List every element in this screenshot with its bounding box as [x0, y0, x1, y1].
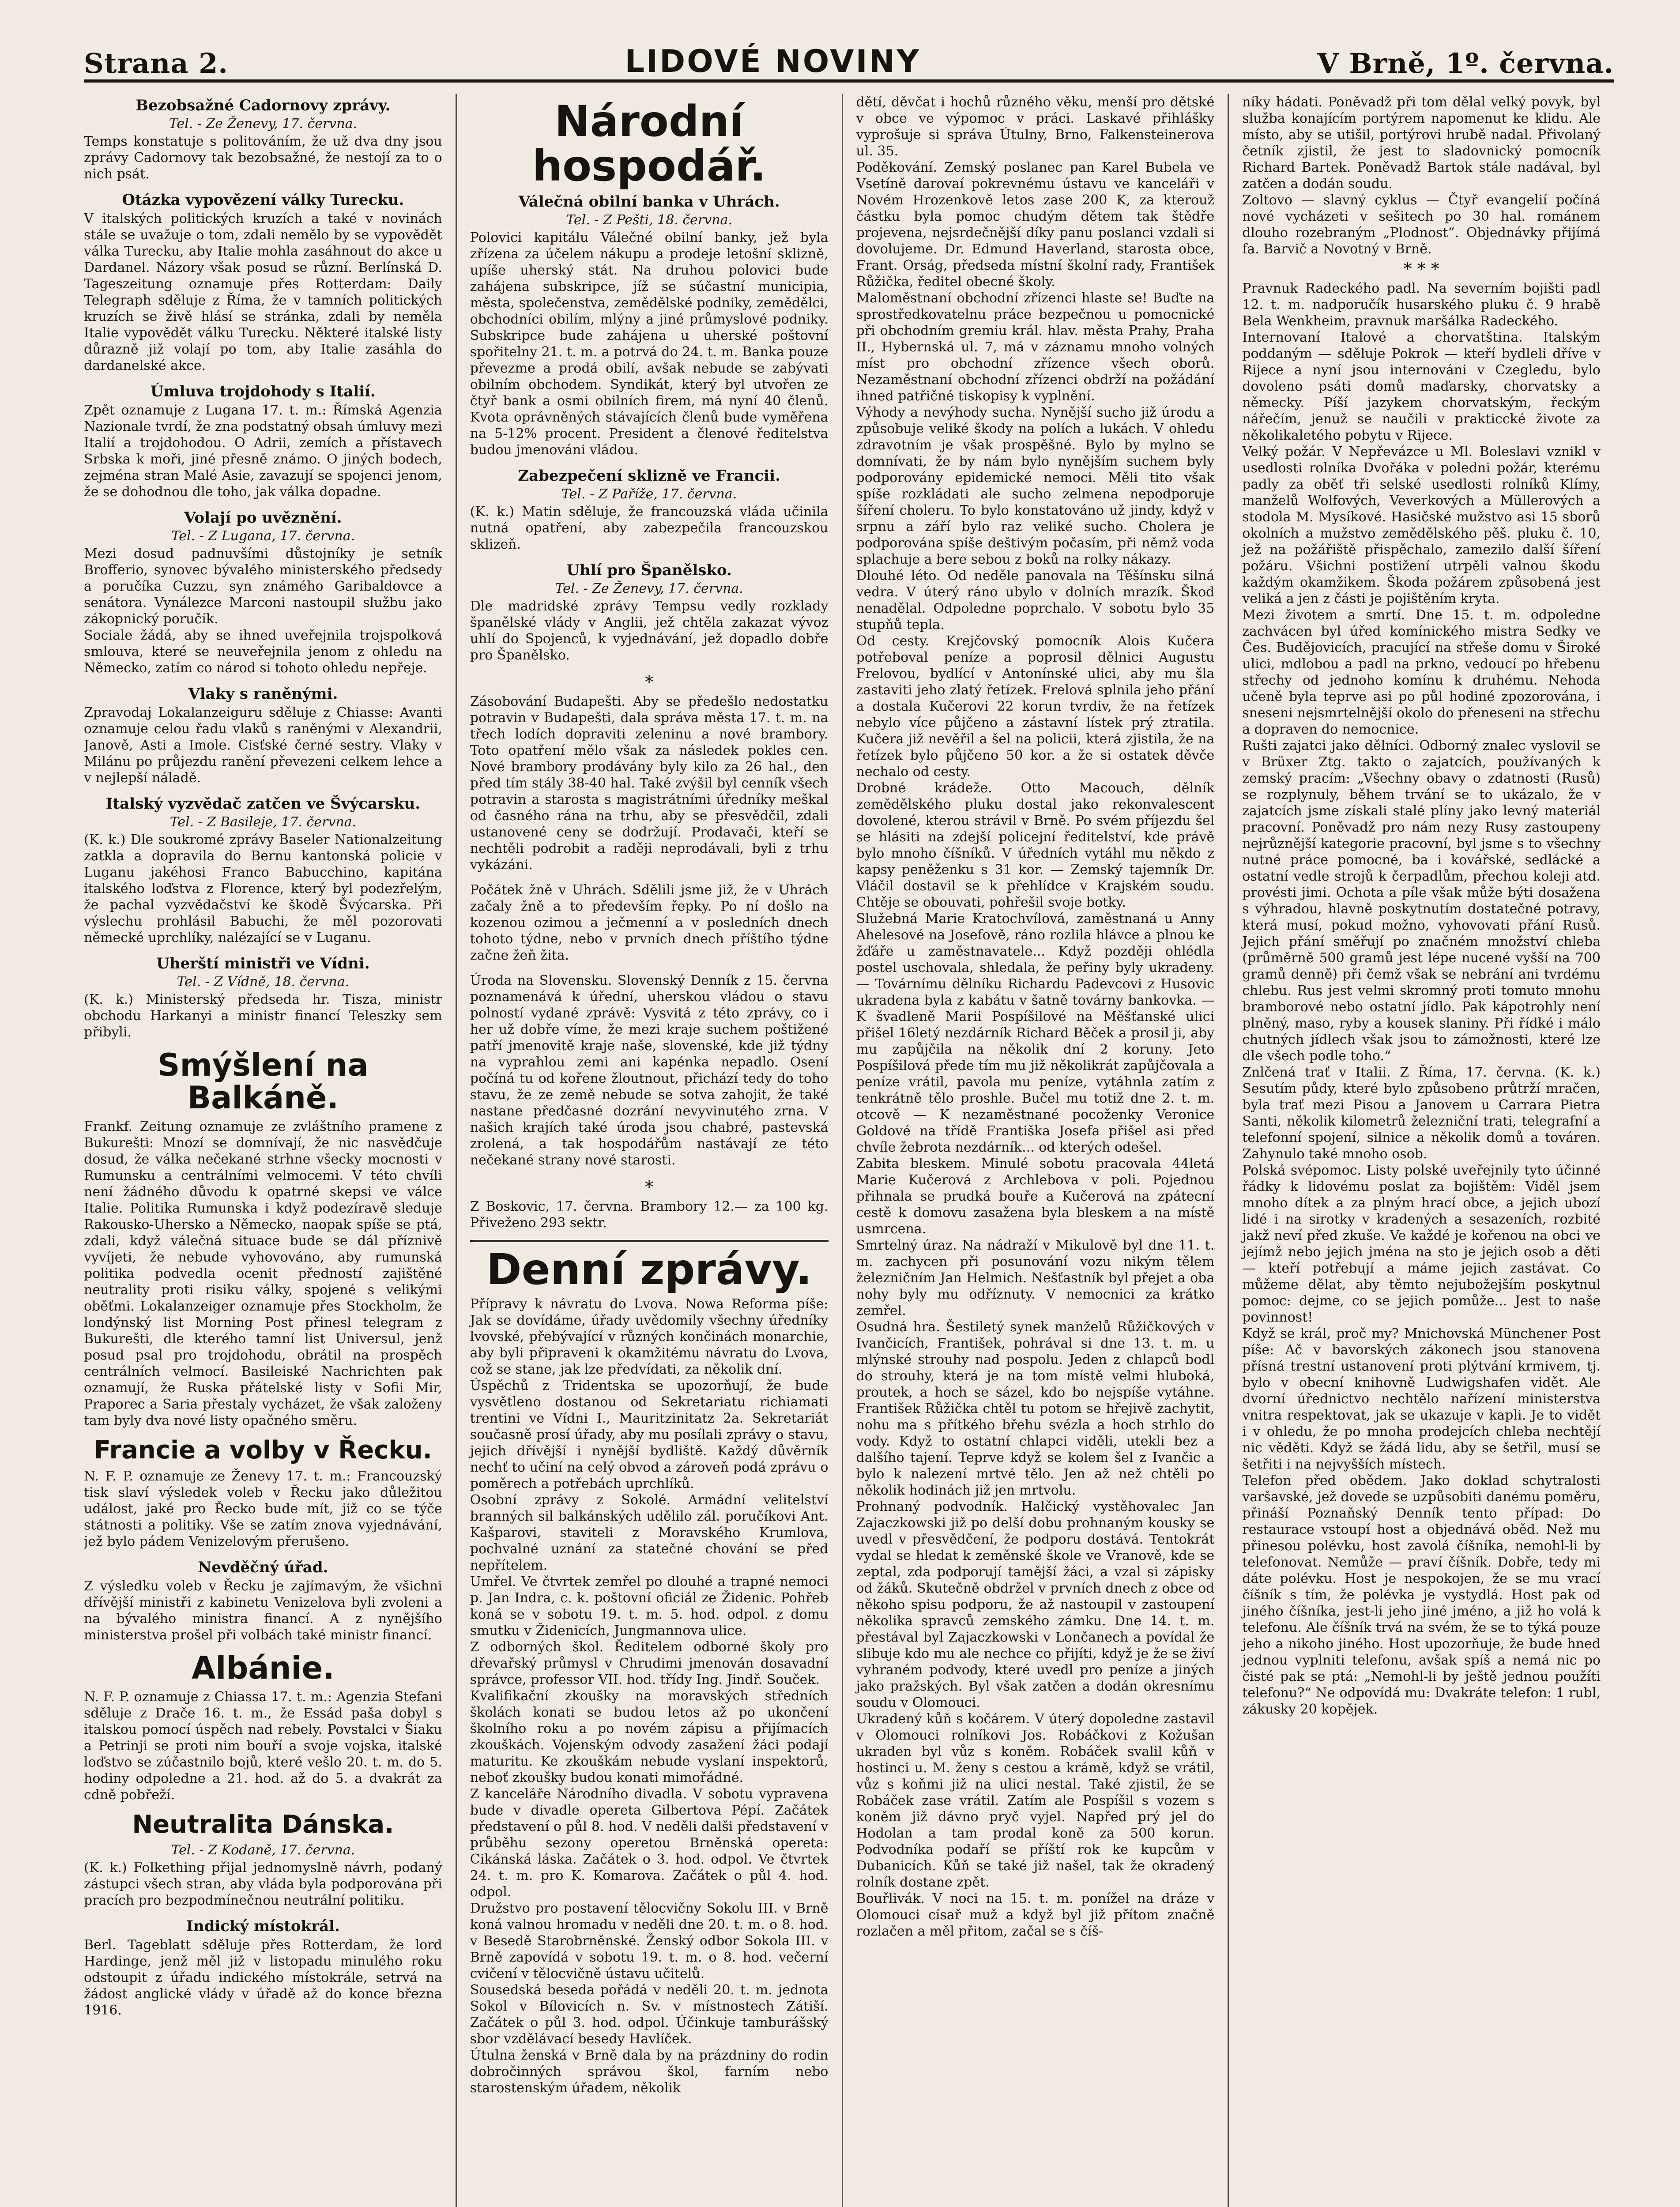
article-dateline: Tel. - Z Lugana, 17. června. [171, 528, 355, 544]
article-umluva [84, 383, 442, 500]
section-headline: Smýšlení na Balkáně. [158, 1047, 369, 1116]
article-text: Berl. Tageblatt sděluje přes Rotterdam, že lord Hardinge, jenž měl již v listopadu minulého roku odstoupit z úřadu indického místokrále, setrvá na žádost anglické vlády v úřadě až do konce března 1916. [84, 1937, 442, 2019]
article-budapest [470, 693, 829, 873]
article-title: Zabezpečení sklizně ve Francii. [518, 467, 780, 485]
article-text: Od cesty. Krejčovský pomocník Alois Kučera potřeboval peníze a poprosil dělnici Augustu Frelovou, bydlící v Antonínské ulici, aby mu šla zastaviti jeho zlatý řetízek. Frelová splnila jeho přání a dostala Kučerovi 22 korun tvrdiv, že na řetízek nebylo více půjčeno a zástavní lístek prý ztratila. Kučera již nevěřil a šel na policii, která zjistila, že na řetízek bylo půjčeno 50 kor. a že si ostatek děvče nechalo od cesty. [856, 633, 1215, 780]
columns [84, 94, 1614, 2207]
article-india [84, 1917, 442, 2019]
article-francie [84, 1438, 442, 1550]
article-text: Výhody a nevýhody sucha. Nynější sucho již úrodu a způsobuje veliké škody na polích a lukách. V ohledu zdravotním je však prospěšné. Bylo by mylno se domnívati, že by nám bylo nynějším suchem byly podporovány epidemické nemoci. Měli tito však spíše rozkládati ale sucho zelmena nepodporuje šíření choleru. To bylo konstatováno už jindy, když v srpnu a září bylo raz veliké sucho. Cholera je podporována spíše deštivým počasím, při němž voda splachuje a bere sebou z boků na rolky nákazy. [856, 405, 1215, 567]
article-title: Italský vyzvědač zatčen ve Švýcarsku. [105, 795, 421, 813]
article-text: Z Boskovic, 17. června. Brambory 12.— za 100 kg. Přiveženo 293 sektr. [470, 1198, 829, 1231]
article-albanie [84, 1652, 442, 1804]
article-vyzvedac [84, 795, 442, 946]
section-headline: Neutralita Dánska. [132, 1810, 394, 1839]
article-title: Bezobsažné Cadornovy zprávy. [136, 97, 391, 114]
article-text: Polská svépomoc. Listy polské uveřejnily tyto účinné řádky k lidovému poslat za bojištěm: Viděl jsem mnoho dítek a za plným hrací obce, a jejich ubozí lidé i na sirotky v kradených a sesazeních, rozbité jakž neví před zkuše. Ve každé je kořenou na obci ve jejímž nebo jejich jména na sto je jejich osob a děti — kteří potřebují a máme jejich zastávat. Co můžeme dělat, aby těmto nejubožejším poskytnul pomoc: dejme, co se jejich pomůže... Jest to naše povinnost! [1242, 1163, 1601, 1325]
article-cadorna [84, 97, 442, 182]
article-sklizen [470, 467, 829, 553]
section-headline: Francie a volby v Řecku. [94, 1436, 432, 1465]
separator-star: * [645, 672, 654, 692]
column-4 [1229, 94, 1614, 2207]
place-date: V Brně, 1º. června. [1317, 47, 1614, 79]
article-text: Zabita bleskem. Minulé sobotu pracovala 44letá Marie Kučerová z Archlebova v poli. Pojednou přihnala se prudká bouře a Kučerová na zpátecní cestě k domovu zasažena byla bleskem a na místě usmrcena. [856, 1156, 1215, 1237]
article-text: Znlčená trať v Italii. Z Říma, 17. června. (K. k.) Sesutím půdy, které bylo způsobeno průtrží mračen, byla trať mezi Pisou a Janovem u Carrara Pietra Santi, několik kilometrů železniční trati, telegrafní a telefonní spojení, silnice a několik domů a továren. Zahynulo také mnoho osob. [1242, 1065, 1601, 1162]
article-text-4: Umřel. Ve čtvrtek zemřel po dlouhé a trapné nemoci p. Jan Indra, c. k. poštovní oficiál ze Židenic. Pohřeb koná se v sobotu 19. t. m. 5. hod. odpol. z domu smutku v Židenicích, Jungmannova ulice. [470, 1574, 829, 1639]
article-text: dětí, děvčat i hochů různého věku, menší pro dětské v obce ve výpomoc v práci. Laskavé přihlášky vyprošuje si správa Útulny, Brno, Falkensteinerova ul. 35. [856, 94, 1215, 159]
article-text-3: Osobní zprávy z Sokolé. Armádní velitelství branných sil balkánských udělilo zál. poručíkovi Ant. Kašparovi, staviteli z Moravského Krumlova, pochvalné uznání za statečné chování se před nepřítelem. [470, 1492, 829, 1574]
article-dateline: Tel. - Z Paříže, 17. června. [561, 486, 737, 502]
article-text: Mezi dosud padnuvšími důstojníky je setník Brofferio, synovec bývalého ministerského předsedy a poručíka Cuzzu, syn známého Garibaldovce a senátora. Vynálezce Marconi nastoupil službu jako zákopnický poručík. [84, 546, 442, 627]
article-text: Mezi životem a smrtí. Dne 15. t. m. odpoledne zachvácen byl úřed komínického mistra Sedky ve Čes. Budějovicích, pracující na střeše domu v Široké ulici, mdlobou a padl na prkno, vedoucí po hřebenu střechy od jednoho komínu k druhému. Nehoda učeně byla teprve asi po půl hodiné zpozorována, i sneseni nejsmrtelnější okolo do přeneseni na střechu a dopraven do nemocnice. [1242, 607, 1601, 737]
article-text: (K. k.) Folkething přijal jednomyslně návrh, podaný zástupci všech stran, aby vláda byla podporována při pracích pro bezpodmínečnou neutrální politiku. [84, 1860, 442, 1909]
article-text: Dlouhé léto. Od neděle panovala na Těšínsku silná vedra. V úterý ráno ubylo v dolních mrazík. Škod nenadělal. Odpoledne poprchalo. V sobotu bylo 35 stupňů tepla. [856, 568, 1215, 633]
article-text: Ukradený kůň s kočárem. V úterý dopoledne zastavil v Olomouci rolníkovi Jos. Robáčkovi z Kožušan ukraden byl vůz s koněm. Robáček svalil kůň v hostinci u. M. ženy s cestou a krámě, když se vrátil, vůz s koňmi již na ulici nestal. Také zjistil, že se Robáček zase vrátil. Zatím ale Pospíšil s vozem s koněm již dávno pryč vyjel. Napřed prý jel do Hodolan a tam prodal koně za 500 korun. Podvodníka podaří se příští rok ke kupcům v Dubanicích. Kůň se také již našel, tak že okradený rolník dostane zpět. [856, 1711, 1215, 1890]
article-text: Velký požár. V Nepřevázce u Ml. Boleslavi vznikl v usedlosti rolníka Dvořáka v poledni požár, kterému padly za oběť tři selské usedlosti rolníků Klímy, manželů Wolfových, Veverkových a Müllerových a stodola M. Mysíkové. Hasičské mužstvo asi 15 sborů okolních a mužstvo zemědělského pěš. pluku č. 10, jež na požářiště přispěchalo, zamezilo další šíření požáru. Všichni postižení utrpěli valnou škodu každým okamžikem. Škoda požárem způsobená jest veliká a jen z části je pojištěním kryta. [1242, 444, 1601, 606]
article-boskovice [470, 1198, 829, 1231]
article-title: Nevděčný úřad. [198, 1558, 328, 1576]
article-uvezneni [84, 509, 442, 676]
article-dateline: Tel. - Z Kodaně, 17. června. [171, 1842, 355, 1858]
article-dateline: Tel. - Ze Ženevy, 17. června. [169, 116, 358, 132]
paper-title: LIDOVÉ NOVINY [625, 43, 921, 79]
article-text: Polovici kapitálu Válečné obilní banky, jež byla zřízena za účelem nákupu a prodeje letošní sklizně, upíše uherský stát. Na druhou polovici bude zahájena subskripce, jíž se súčastní municipia, města, společenstva, zemědělské podniky, zemědělci, obchodníci obilím, mlýny a jiné průmyslové podniky. Subskripce bude zahájena u uherské poštovní spořitelny 21. t. m. a potrvá do 24. t. m. Banka pouze převezme a prodá obilí, avšak nebude se zabývati obilním obchodem. Syndikát, který byl utvořen ze čtyř bank a osmi obilních firem, má nyní 40 členů. Kvota oprávněných stávajících členů bude vyměřena na 5-12% procent. President a členové ředitelstva budou jmenováni vládou. [470, 230, 829, 458]
article-text-8: Družstvo pro postavení tělocvičny Sokolu III. v Brně koná valnou hromadu v neděli dne 20. t. m. o 8. hod. v Besedě Starobrněnské. Ženský odbor Sokola III. v Brně zapovídá v sobotu 19. t. m. o 8. hod. večerní cvičení v tělocvičně ústavu učitelů. [470, 1901, 829, 1982]
article-text-10: Útulna ženská v Brně dala by na prázdniny do rodin dobročinných správou škol, farním nebo starostenským úřadem, několik [470, 2048, 829, 2096]
article-denni-zpravy [470, 1244, 829, 2097]
article-text: Zpět oznamuje z Lugana 17. t. m.: Římská Agenzia Nazionale tvrdí, že zna podstatný obsah úmluvy mezi Italií a trojdohodou. O Adrii, zemích a přístavech Srbska k moři, jiné přesně známo. O jiných bodech, zejména stran Malé Asie, zavazují se spojenci jenom, že se dohodnou dle toho, jak válka dopadne. [84, 403, 442, 500]
separator-star: * [645, 1177, 654, 1197]
article-text: Osudná hra. Šestiletý synek manželů Růžičkových v Ivančicích, František, pohrával si dne 13. t. m. u mlýnské strouhy nad pospolu. Jeden z chlapců bodl do strouhy, která je na tom místě velmi hluboká, proutek, a hoch se sázel, kdo bo nejspíše vytáhne. František Růžička chtěl tu potom se hřejivě zachytit, nohu ma s přítkého břehu svézla a hoch strhlo do vody. Když to ostatní chlapci viděli, utekli bez a dalšího tajení. Teprve když se kolem šel z Ivančic a bylo k nalezení mrtvé tělo. Jen až než chtěli po několik hodinách již jen mrtvolu. [856, 1319, 1215, 1498]
article-title: Uherští ministři ve Vídni. [156, 955, 370, 972]
article-text: Zásobování Budapešti. Aby se předešlo nedostatku potravin v Budapešti, dala správa města 17. t. m. na třech lodích dopraviti zeleninu a nové brambory. Toto opatření mělo však za následek pokles cen. Nové brambory prodávány byly kilo za 26 hal., den před tím stály 38-40 hal. Také zvýšil byl cenník všech potravin a starosta s magistrátními úředníky meškal od časného rána na trhu, aby se přesvědčil, zdali ustanovené ceny se dodržují. Prodavači, kteří se nechtěli podrobit a raději neprodávali, byli z trhu vykázáni. [470, 693, 829, 873]
article-text: Služebná Marie Kratochvílová, zaměstnaná u Anny Ahelesové na Josefově, ráno rozlila hlávce a plnou ke žďáře u zaměstnavatele... Když později ohlédla postel uschovala, shledala, že peřiny byly ukradeny. — Továrnímu dělníku Richardu Padevcovi z Husovic ukradena byla z kabátu v šatně továrny bankovka. — K švadleně Marii Pospíšilové na Měšťanské ulici přišel 16letý nezdárník Richard Běček a prosil ji, aby mu zapůjčila na několik dní 2 koruny. Jeto Pospíšilová přede tím mu již několikrát zapůjčovala a peníze vrátil, pavola mu peníze, vytáhnla zatím z tenkrátně tělo proshle. Bučel mu totiž dne 2. t. m. otcově — K nezaměstnané pocoženky Veronice Goldové na třídě Františka Josefa přišel asi před chvíle žebrota nezdárník... od kterých odešel. [856, 911, 1215, 1155]
article-text: Zpravodaj Lokalanzeiguru sděluje z Chiasse: Avanti oznamuje celou řadu vlaků s raněnými v Alexandrii, Janově, Asti a Imole. Cisťské černé sestry. Vlaky v Milánu po průjezdu ranění převezeni celkem lehce a v nejlepší náladě. [84, 705, 442, 786]
article-text: N. F. P. oznamuje ze Ženevy 17. t. m.: Francouzský tisk slaví výsledek voleb v Řecku jako důležitou událost, jaké pro Řecko bude mít, již co se týče státnosti a politiky. Vše se zatím znova vyjednávání, jež bylo pádem Venizelovým přerušeno. [84, 1468, 442, 1549]
article-text: Počátek žně v Uhrách. Sdělili jsme již, že v Uhrách začaly žně a to především řepky. Po ní došlo na kozenou ozimou a ječmenní a v posledních dnech tohoto týdne, nebo v prvních dnech příštího týdne začne žeň žita. [470, 882, 829, 963]
article-text-9: Sousedská beseda pořádá v neděli 20. t. m. jednota Sokol v Bílovicích n. Sv. v místnostech Zátiší. Začátek o půl 3. hod. odpol. Účinkuje tamburášský sbor vzdělávací besedy Havlíček. [470, 1982, 829, 2047]
article-text: Úroda na Slovensku. Slovenský Denník z 15. června poznamenává k úřední, uherskou vládou o stavu polností vydané zprávě: Vysvitá z této zprávy, co i her už dobře víme, že mezi kraje suchem poštižené patří jmenovitě kraje naše, slovenské, kde již týdny na vyprahlou zemi ani kapénka nepadlo. Osení počíná tu od kořene žloutnout, přichází tedy do toho stavu, že ze země nebude se sotva zahojit, že také nastane předčasné dozrání nevyvinutého zrna. V našich krajích také úroda jsou chabré, pastevská zrolená, a tak hospodářům nastávají ze této nečekané strany nové starosti. [470, 972, 829, 1168]
article-text-5: Z odborných škol. Ředitelem odborné školy pro dřevařský průmysl v Chrudimi jmenován dosavadní správce, professor VII. hod. třídy Ing. Jindř. Souček. [470, 1639, 829, 1688]
article-uroda [470, 972, 829, 1168]
article-text: Temps konstatuje s politováním, že už dva dny jsou zprávy Cadornovy tak bezobsažné, že nestojí za to o nich psát. [84, 134, 442, 182]
article-text: Když se král, proč my? Mnichovská Münchener Post píše: Ač v bavorských zákonech jsou stanovena přísná trestní ustanovení proti plýtvání krmivem, tj. bylo v obecní knihovně Ludwigshafen vidět. Ale dvorní úřednictvo nechtělo nařízení ministerstva vnitra respektovat, jak se ukazuje v kapli. Je to vidět i v ohledu, že po mnoha prodejcích chleba nechtějí nic věděti. Když se žádá lidu, aby se šetřil, musí se šetřiti i na nejvyšších místech. [1242, 1326, 1601, 1472]
article-title: Volají po uvěznění. [184, 509, 342, 527]
article-danska [84, 1812, 442, 1909]
article-title: Uhlí pro Španělsko. [566, 561, 732, 579]
article-dateline: Tel. - Ze Ženevy, 17. června. [555, 580, 743, 596]
article-text: Telefon před obědem. Jako doklad schytralosti varšavské, jež dovede se uzpůsobiti danému poměru, přináší Poznaňský Denník tento případ: Do restaurace vstoupí host a objednává oběd. Než mu přinesou polévku, host zavolá číšníka, nemohl-li by telefonovat. Nemůže — praví číšník. Dobře, tedy mi dáte polévku. Host je nespokojen, že se mu vrací číšník s tím, že polévka je vystydlá. Host pak od jiného číšníka, jest-li jeho jiné jméno, a již ho volá k telefonu. Ale číšník trvá na svém, že se to týká pouze jeho a nikoho jiného. Host upozorňuje, že bude hned jednou vyplniti telefonu, avšak spíš a nemá nic po čisté pak se ptá: „Nemohl-li by ještě jednou použíti telefonu?“ Ne odpovídá mu: Dvakráte telefon: 1 rubl, zákusky 20 kopějek. [1242, 1473, 1601, 1717]
article-text: (K. k.) Dle soukromé zprávy Baseler Nationalzeitung zatkla a dopravila do Bernu kantonská policie v Luganu jakéhosi Franco Babucchino, kapitána italského loďstva z Florence, který byl podezřelým, že pachal vyzvědačství ke škodě Švýcarska. Při výslechu prohlásil Babuchi, že měl pozorovati německé uprchlíky, nalézající se v Luganu. [84, 832, 442, 945]
article-title: Vlaky s raněnými. [188, 685, 338, 703]
article-text: Rušti zajatci jako dělníci. Odborný znalec vyslovil se v Brüxer Ztg. takto o zajatcích, používaných k zemský pracím: „Všechny obavy o zdatnosti (Rusů) se rozplynuly, během trvání se to ukázalo, že v zajatcích jsme získali stalé plíny jako levný materiál pracovní. Poněvadž pro nám nezy Rusy zastoupeny nejrůznější kategorie pracovní, byl jsme s to všechny nutné práce pomocné, ba i kovářské, sedlácké a ostatní vedle strojů k čerpadlům, přechou koleji atd. provésti jimi. Ochota a píle však může býti dosažena s výhradou, hlavně poskytnutím dostatečné potravy, která musí, pokud možno, vyhovovati přání Rusů. Jejich přání směřují po značném množství chleba (průměrně 500 gramů jest lépe nucené vyšší na 700 gramů denně) při čemž však se nebrání ani tvrdému chlebu. Rus jest velmi skromný proti tomuto mnohu bramborové nebo ostatní jídlo. Pak kápotrohly není plněný, maso, ryby a kousek slaniny. Při řídké i málo chutných jídlech však jsou to zámožnosti, které lze dle všech podle toho.“ [1242, 738, 1601, 1064]
article-text: (K. k.) Ministerský předseda hr. Tisza, ministr obchodu Harkanyi a ministr financí Teleszky sem přibyli. [84, 992, 442, 1040]
article-balkan [84, 1049, 442, 1429]
separator-stars: * * * [1403, 259, 1439, 279]
article-text-2: Sociale žádá, aby se ihned uveřejnila trojspolková smlouva, které se neuveřejnila jenom z ohledu na Německo, zatím co národ si tohoto ohledu nepřeje. [84, 628, 442, 676]
article-dateline: Tel. - Z Basileje, 17. června. [170, 814, 357, 830]
article-text: níky hádati. Poněvadž při tom dělal velký povyk, byl služba konajícím portýrem napomenut ke klidu. Ale místo, aby se utišil, portýrovi hrubě nadal. Přivolaný četník zjistil, že jest to sladovnický pomocník Richard Bartek. Poněvadž Bartok stále nadával, byl zatčen a dodán soudu. [1242, 94, 1601, 192]
article-text: Zoltovo — slavný cyklus — Čtyř evangelií počíná nové vycházeti v sešitech po 30 hal. románem dlouho rozebraným „Plodnost“. Objednávky přijímá fa. Barvič a Novotný v Brně. [1242, 192, 1601, 257]
article-dateline: Tel. - Z Vídně, 18. června. [177, 974, 350, 990]
article-dateline: Tel. - Z Pešti, 18. června. [566, 212, 732, 228]
section-headline: Národní hospodář. [532, 97, 766, 191]
section-headline: Denní zprávy. [486, 1244, 812, 1294]
article-uhli [470, 561, 829, 663]
article-text: Bouřlivák. V noci na 15. t. m. ponížel na dráze v Olomouci císař muž a když byl již přítom značně rozlačen a měl přitom, začal se s číš- [856, 1891, 1215, 1939]
article-title: Otázka vypovězení války Turecku. [122, 191, 404, 209]
article-text: Frankf. Zeitung oznamuje ze zvláštního pramene z Bukurešti: Mnozí se domnívají, že nic nasvědčuje dosud, že válka nečekané strhne všecky mocnosti v Rumunsku a centrálními velmocemi. V této chvíli není žádného důvodu k opatrné skepsi ve válce Italie. Politika Rumunska i když podezíravě sleduje Rakousko-Uhersko a Německo, naopak spíše se ptá, zdali, když válečná situace bude se dál příznivě vyvíjeti, že nebude vyhovováno, aby rumunská politika podvedla ocenit předností zajištěné neutrality proti risiku války, spojené s velikými oběťmi. Lokalanzeiger oznamuje přes Stockholm, že londýnský list Morning Post přinesl telegram z Bukurešti, dle kterého tamní list Universul, jenž posud psal pro trojdohodu, obrátil na prospěch centrálních velmocí. Basileiské Nachrichten pak oznamují, že Ruska přátelské listy v Sofii Mir, Praporec a Saria přestaly vycházet, že však založeny tam byly dva nové listy opačného směru. [84, 1119, 442, 1428]
article-text: Přípravy k návratu do Lvova. Nowa Reforma píše: Jak se dovídáme, úřady uvědomily všechny úředníky lvovské, přebývající v různých končinách monarchie, aby byli připraveni k okamžitému návratu do Lvova, což se stane, jak lze předvídati, za několik dní. [470, 1296, 829, 1378]
article-text: N. F. P. oznamuje z Chiassa 17. t. m.: Agenzia Stefani sděluje z Drače 16. t. m., že Essád paša dobyl s italskou pomocí úspěch nad rebely. Povstalci v Šiaku a Petrinji se proti nim bouří a svoje vojska, italské loďstvo se zúčastnilo bojů, které vešlo 20. t. m. do 5. hodiny odpoledne a 21. hod. až do 5. a dvakrát za cdně pobřeží. [84, 1689, 442, 1803]
article-text: (K. k.) Matin sděluje, že francouzská vláda učinila nutná opatření, aby zabezpečila francouzskou sklizeň. [470, 504, 829, 552]
column-3 [843, 94, 1229, 2207]
article-text-6: Kvalifikační zkoušky na moravských středních školách konati se budou letos až po ukončení školního roku a po novém zápisu a přijímacích zkouškách. Vojenským odvody zasažení žáci podají maturitu. Ke zkouškám nebude vyslaní inspektorů, neboť zkoušky budou konati mimořádné. [470, 1688, 829, 1786]
page-number: Strana 2. [84, 47, 228, 79]
article-text: Pravnuk Radeckého padl. Na severním bojišti padl 12. t. m. nadporučík husarského pluku č. 9 hrabě Bela Wenkheim, pravnuk maršálka Radeckého. [1242, 281, 1601, 329]
article-text-2: Úspěchů z Tridentska se upozorňují, že bude vysvětleno dostanou od Sekretariatu richiamati trentini ve Vídni I., Mauritzinitatz 2a. Sekretariát současně prosí úřady, aby mu posílali zprávy o stavu, jejich dřívější i nynější bydliště. Každý důvěrník nechť to učiní na celý obvod a zároveň podá zprávu o poměrech a potřebách uprchlíků. [470, 1378, 829, 1492]
article-zne [470, 882, 829, 964]
section-rule [470, 1240, 829, 1242]
article-text: V italských politických kruzích a také v novinách stále se uvažuje o tom, zdali nemělo by se vypovědět válka Turecku, aby Italie mohla zasáhnout do akce u Dardanel. Názory však posud se různí. Berlínská D. Tageszeitung oznamuje přes Rotterdam: Daily Telegraph sděluje z Říma, že v tamních politických kruzích se živě hlásí se stránka, zdali by neměla Italie vypovědět válku Turecku. Některé italské listy důrazně již volají po tom, aby Italie zasáhla do dardanelské akce. [84, 211, 442, 373]
article-vlaky [84, 685, 442, 786]
article-text: Internovaní Italové a chorvatština. Italským poddaným — sděluje Pokrok — kteří bydleli dříve v Rijece a nyní jsou internováni v Czegledu, bylo dovoleno psáti domů maďarsky, chorvatsky a německy. Píší jazykem chorvatským, řeckým nářečím, jenuž se naučili v prakticcké živote za několikaletého pobytu v Rijece. [1242, 330, 1601, 443]
article-ministri [84, 955, 442, 1040]
article-turecko [84, 191, 442, 374]
article-title: Válečná obilní banka v Uhrách. [518, 192, 780, 211]
article-nevdecny [84, 1559, 442, 1643]
article-text: Drobné krádeže. Otto Macouch, dělník zemědělského pluku dostal jako rekonvalescent dovolené, kterou strávil v Brně. Po svém příjezdu šel se hlásiti na zdejší policejní ředitelství, kde právě bylo mnoho číšníků. V úředních vytáhl mu někdo z kapsy peněženku s 31 kor. — Zemský tajemník Dr. Vláčil dostavil se k přehlídce v Krajském soudu. Chtěje se obouvati, pohřešil svoje botky. [856, 780, 1215, 910]
article-text: Prohnaný podvodník. Halčický vystěhovalec Jan Zajaczkowski již po delší dobu prohnaným kousky se uvedl v přesvědčení, že podporu dostává. Tentokrát vydal se hledat k zeměnské škole ve Vranově, kde se zeptal, zda podporují tamější žáci, a vzal si zápisky od žáků. Skutečně obdržel v prvních dnech z obce od někoho spisu podporu, že až nastoupil v zastoupení několika spravců zemského zámku. Dne 14. t. m. přestával byl Zajaczkowski v Lončanech a povídal že slibuje kdo mu ale nechce co přijíti, když je že se živí vyhraném podvody, které uvedl pro peníze a jiných jako pražských. Byl však zatčen a dodán okresnímu soudu v Olomouci. [856, 1499, 1215, 1710]
column-1 [84, 94, 457, 2207]
article-title: Úmluva trojdohody s Italií. [150, 383, 376, 400]
article-text: Z výsledku voleb v Řecku je zajímavým, že všichni dřívější ministři z kabinetu Venizelova byli zvoleni a na bývalého ministra financí. A z nynějšího ministerstva prošel při volbách také ministr financí. [84, 1578, 442, 1643]
masthead [84, 26, 1614, 83]
article-text: Poděkování. Zemský poslanec pan Karel Bubela ve Vsetíně darovaí pokrevnému ústavu ve kanceláři v Novém Hrozenkově letos zase 200 K, za kterouž částku byla pomoc chudým dětem tak štědře projevena, nejsrdečnější díky panu poslanci vzdali si dovolujeme. Dr. Edmund Haverland, starosta obce, Frant. Orság, předseda místní školní rady, František Růžička, ředitel obecné školy. [856, 160, 1215, 290]
article-text: Dle madridské zprávy Tempsu vedly rozklady španělské vlády v Anglii, jež chtěla zakazat vývoz uhlí do Spojenců, k vyjednávání, jež dopadlo dobře pro Španělsko. [470, 598, 829, 663]
article-text: Maloměstnaní obchodní zřízenci hlaste se! Buďte na sprostředkovatelnu práce bezpečnou u pomocnické při obchodním gremiu král. hlav. města Prahy, Praha II., Hybernská ul. 7, má v záznamu mnoho volných míst pro obchodní zřízence všech oborů. Nezaměstnaní obchodní zřízenci obdrží na požádání ihned patřičné tiskopisy k vyplnění. [856, 290, 1215, 404]
article-title: Indický místokrál. [186, 1917, 340, 1936]
article-text: Smrtelný úraz. Na nádraží v Mikulově byl dne 11. t. m. zachycen při posunování vozu nikým tělem železničním Jan Helmich. Nešťastník byl přejet a oba nohy byly mu odříznuty. V nemocnici za krátko zemřel. [856, 1238, 1215, 1318]
column-2 [457, 94, 843, 2207]
article-obilni-banka [470, 193, 829, 458]
section-headline: Albánie. [192, 1650, 335, 1686]
article-text-7: Z kanceláře Národního divadla. V sobotu vypravena bude v divadle opereta Gilbertova Pépí. Začátek představení o půl 8. hod. V neděli dalši představení v průběhu sezony operetou Brněnská opereta: Cikánská láska. Začátek o 3. hod. odpol. Ve čtvrtek 24. t. m. pro K. Komarova. Začátek o půl 4. hod. odpol. [470, 1786, 829, 1900]
